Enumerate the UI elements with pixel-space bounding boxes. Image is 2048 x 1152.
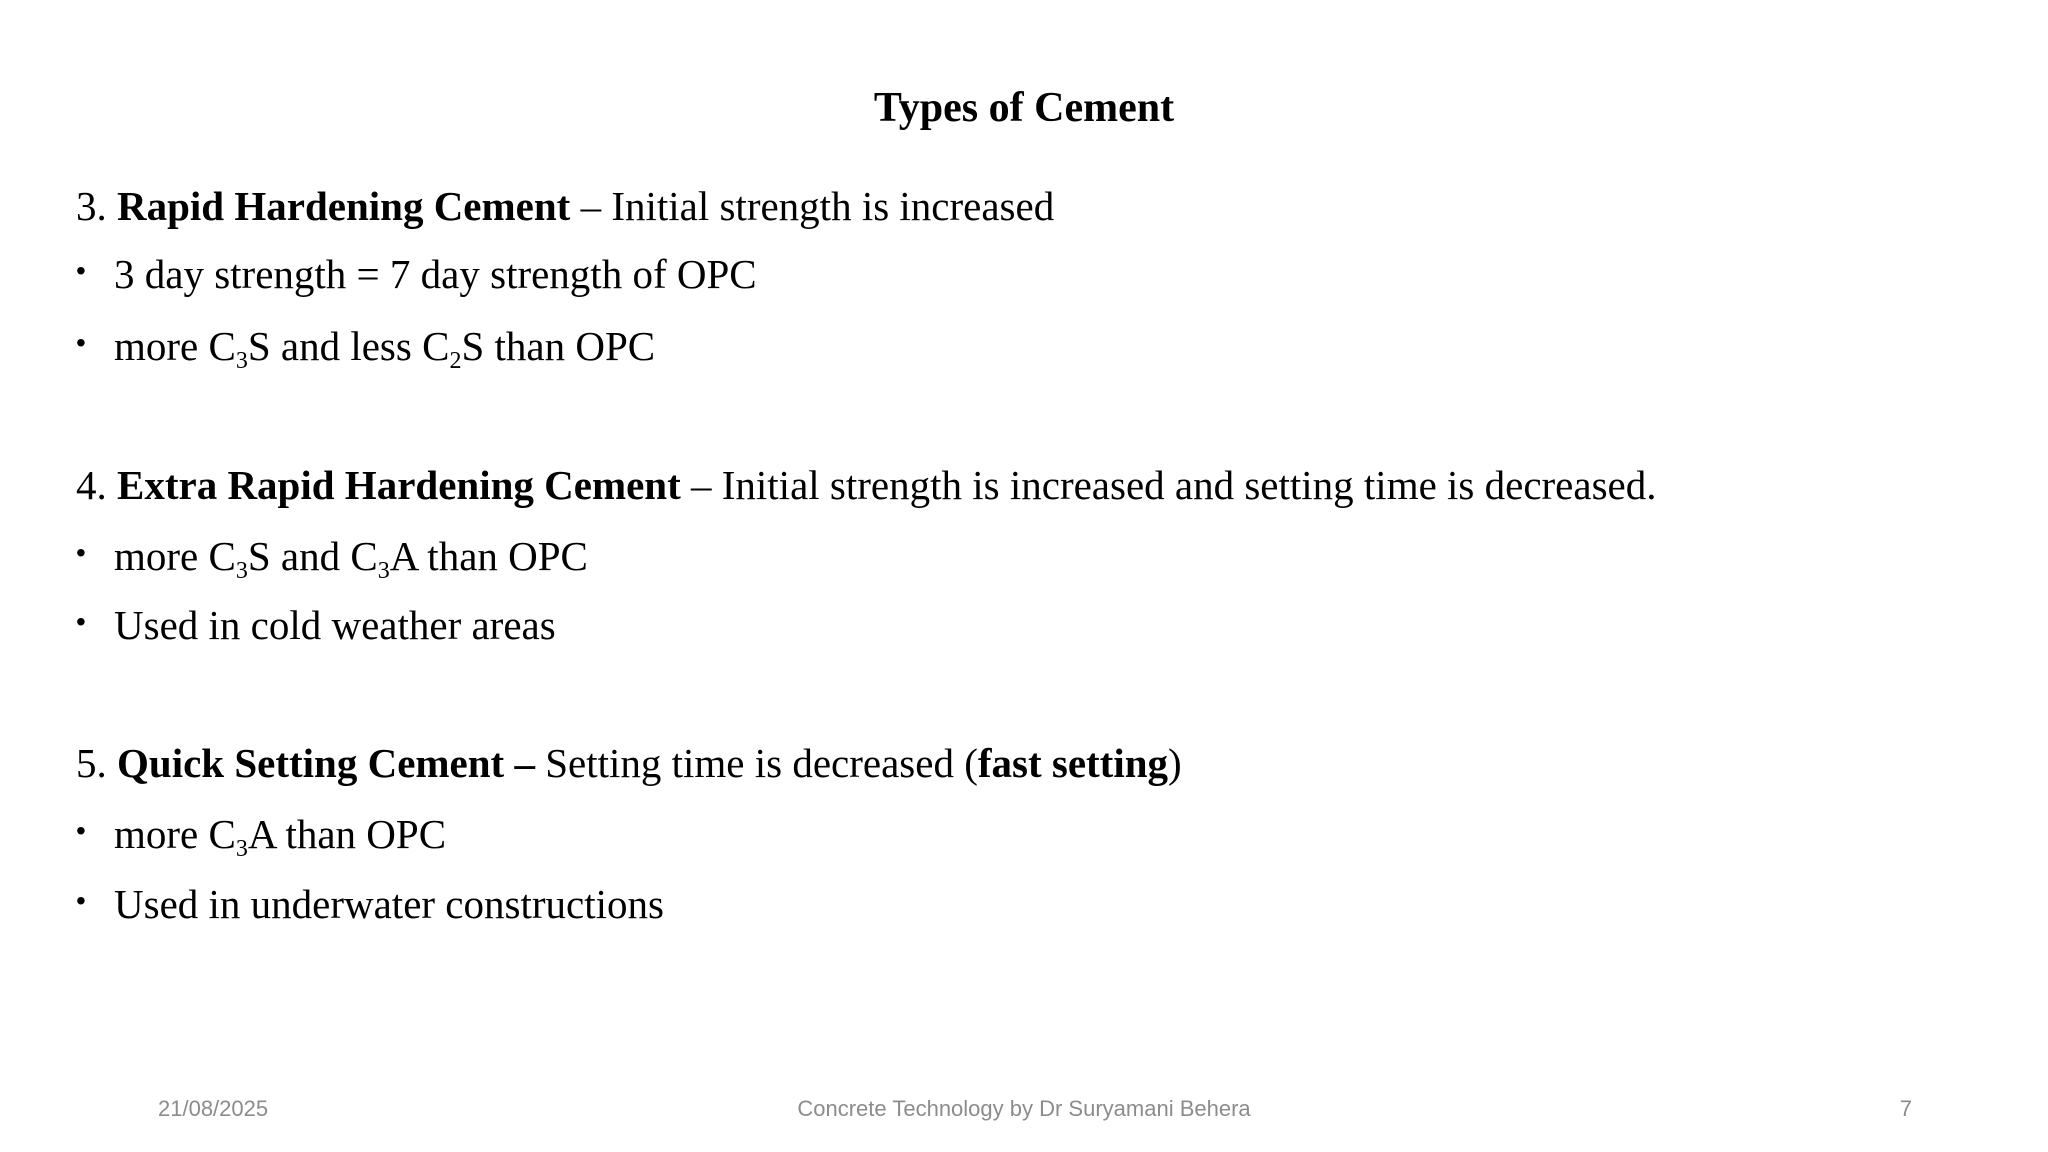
section-name: Rapid Hardening Cement xyxy=(117,183,571,229)
bullet-text: 3 day strength = 7 day strength of OPC xyxy=(114,251,757,297)
section-heading-extra-rapid-hardening xyxy=(76,457,1656,513)
bullet-icon: • xyxy=(76,537,86,568)
bullet-icon: • xyxy=(76,255,86,286)
bullet-icon: • xyxy=(76,885,86,916)
section-heading-rapid-hardening xyxy=(76,178,1054,234)
bullet-icon: • xyxy=(76,815,86,846)
section-number: 5. xyxy=(76,740,107,786)
list-item xyxy=(76,806,446,862)
section-heading-quick-setting xyxy=(76,735,1182,791)
list-item xyxy=(76,318,655,374)
section-separator: – xyxy=(580,183,602,229)
list-item xyxy=(76,597,556,653)
bullet-text: Used in cold weather areas xyxy=(114,602,556,648)
section-description: Initial strength is increased xyxy=(611,183,1055,229)
bullet-text: more $C_3A$ than OPC xyxy=(114,811,447,862)
bullet-text: more $C_3S$ and less $C_2S$ than OPC xyxy=(114,323,656,374)
section-description: Initial strength is increased and setting time is decreased. xyxy=(721,462,1657,508)
list-item xyxy=(76,246,757,302)
section-name: Quick Setting Cement – xyxy=(117,740,535,786)
slide-title: Types of Cement xyxy=(873,85,1175,131)
bullet-text: Used in underwater constructions xyxy=(114,881,664,927)
section-number: 4. xyxy=(76,462,107,508)
list-item xyxy=(76,876,664,932)
bullet-icon: • xyxy=(76,606,86,637)
section-separator: – xyxy=(691,462,712,508)
bullet-icon: • xyxy=(76,327,86,358)
footer-date: 21/08/2025 xyxy=(158,1096,269,1121)
footer-title: Concrete Technology by Dr Suryamani Behera xyxy=(797,1096,1251,1121)
bullet-text: more $C_3S$ and $C_3A$ than OPC xyxy=(114,533,588,584)
section-name: Extra Rapid Hardening Cement xyxy=(117,462,681,508)
page-number: 7 xyxy=(1899,1096,1912,1121)
list-item xyxy=(76,528,588,584)
section-number: 3. xyxy=(76,183,107,229)
section-description: Setting time is decreased (fast setting) xyxy=(545,740,1182,786)
